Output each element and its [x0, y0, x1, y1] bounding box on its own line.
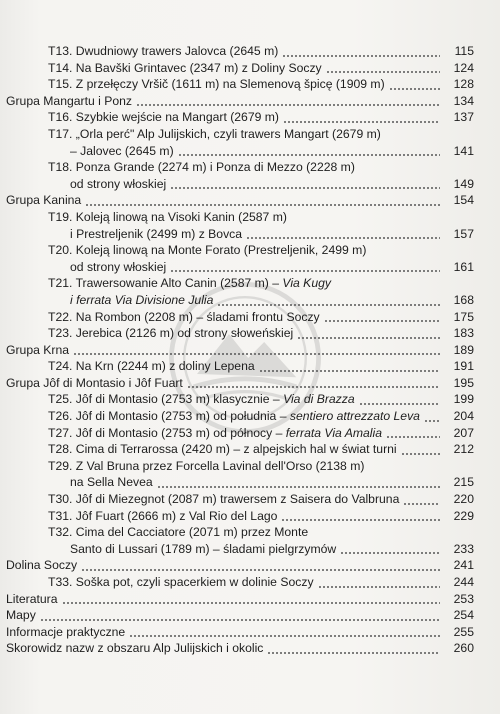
page-number: 260	[453, 641, 474, 656]
route-title: Na Rombon (2208 m) – śladami frontu Soczy	[75, 309, 320, 324]
route-number: T31.	[48, 508, 73, 523]
entry-text	[48, 409, 420, 423]
route-number: T14.	[48, 60, 73, 75]
route-name-italic: i ferrata Via Divisione Julia	[70, 292, 214, 307]
entry-text	[48, 61, 322, 75]
route-title: Jôf di Montasio (2753 m) klasycznie –	[75, 392, 284, 407]
leader-dots	[62, 602, 441, 604]
toc-entry[interactable]	[6, 159, 474, 192]
route-number: T15.	[48, 77, 73, 92]
entry-line	[6, 275, 474, 292]
page-number: 189	[453, 342, 474, 357]
route-title: Na Bavški Grintavec (2347 m) z Doliny Soczy	[75, 60, 322, 75]
page-number: 253	[453, 591, 474, 606]
entry-continuation-line	[6, 541, 474, 558]
page-number: 161	[453, 259, 474, 274]
route-number: T27.	[48, 425, 73, 440]
leader-dots	[401, 453, 440, 455]
page-number: 207	[453, 425, 474, 440]
entry-text	[48, 210, 287, 224]
page-number: 255	[453, 624, 474, 639]
leader-dots	[403, 503, 440, 505]
entry-line	[6, 209, 474, 226]
route-number: T23.	[48, 326, 73, 341]
page-number: 154	[453, 193, 474, 208]
leader-dots	[170, 187, 440, 189]
toc-entry[interactable]	[6, 458, 474, 491]
route-number: T26.	[48, 409, 73, 424]
entry-line	[6, 574, 474, 591]
entry-line	[6, 524, 474, 541]
route-title: Jôf di Montasio (2753 m) od północy –	[75, 425, 286, 440]
page-number: 191	[453, 359, 474, 374]
route-number: T25.	[48, 392, 73, 407]
entry-line	[6, 76, 474, 93]
route-title: na Sella Nevea	[70, 475, 153, 490]
route-number: T20.	[48, 243, 73, 258]
entry-text	[48, 110, 279, 124]
page-number: 229	[453, 508, 474, 523]
toc-entry[interactable]	[6, 574, 474, 591]
page-number: 168	[453, 292, 474, 307]
entry-line	[6, 242, 474, 259]
toc-entry[interactable]	[6, 309, 474, 326]
route-title: Santo di Lussari (1789 m) – śladami pielgrzymów	[70, 541, 337, 556]
route-number: T33.	[48, 575, 73, 589]
route-title: Koleją linową na Monte Forato (Prestreljenik, 2499 m)	[75, 243, 367, 258]
section-title: Grupa Mangartu i Ponz	[6, 93, 133, 108]
table-of-contents	[6, 43, 474, 657]
route-name-italic: Via Kugy	[282, 276, 331, 291]
entry-text	[48, 459, 364, 473]
entry-text	[70, 542, 336, 556]
entry-text	[70, 293, 213, 307]
toc-entry[interactable]	[6, 43, 474, 60]
entry-continuation-line	[6, 259, 474, 276]
toc-entry[interactable]	[6, 358, 474, 375]
leader-dots	[389, 88, 440, 90]
toc-section-heading[interactable]	[6, 342, 474, 359]
section-title: Dolina Soczy	[6, 558, 78, 573]
page-number: 241	[453, 558, 474, 573]
leader-dots	[157, 486, 440, 488]
toc-entry[interactable]	[6, 275, 474, 308]
toc-section-heading[interactable]	[6, 557, 474, 574]
entry-text	[48, 326, 293, 340]
page-number: 157	[453, 226, 474, 241]
toc-entry[interactable]	[6, 242, 474, 275]
toc-entry[interactable]	[6, 524, 474, 557]
section-title: Literatura	[6, 591, 58, 606]
route-title: Koleją linową na Visoki Kanin (2587 m)	[75, 209, 287, 224]
leader-dots	[326, 71, 440, 73]
route-number: T13.	[48, 44, 73, 58]
toc-entry[interactable]	[6, 209, 474, 242]
entry-text	[48, 310, 320, 324]
page-number: 134	[453, 93, 474, 108]
entry-line	[6, 441, 474, 458]
route-title: Cima del Cacciatore (2071 m) przez Monte	[75, 525, 309, 540]
entry-text	[48, 44, 278, 58]
route-title: od strony włoskiej	[70, 176, 167, 191]
entry-text	[48, 575, 314, 589]
route-title: i Prestreljenik (2499 m) z Bovca	[70, 226, 243, 241]
route-title: Jôf di Montasio (2753 m) od południa –	[75, 409, 290, 424]
route-title: Ponza Grande (2274 m) i Ponza di Mezzo (2228 m)	[75, 160, 355, 175]
leader-dots	[136, 104, 440, 106]
entry-text	[48, 509, 277, 523]
entry-text	[70, 260, 166, 274]
route-number: T21.	[48, 276, 73, 291]
toc-section-heading[interactable]	[6, 192, 474, 209]
toc-entry[interactable]	[6, 408, 474, 425]
section-title: Grupa Krna	[6, 342, 70, 357]
page-number: 212	[453, 442, 474, 457]
entry-line	[6, 425, 474, 442]
section-title: Mapy	[6, 608, 36, 623]
page-number: 149	[453, 176, 474, 191]
toc-section-heading[interactable]	[6, 624, 474, 641]
entry-line	[6, 309, 474, 326]
entry-text	[48, 392, 355, 406]
route-title: – Jalovec (2645 m)	[70, 143, 174, 158]
route-number: T30.	[48, 492, 73, 507]
toc-entry[interactable]	[6, 508, 474, 525]
entry-continuation-line	[6, 474, 474, 491]
section-title: Skorowidz nazw z obszaru Alp Julijskich i okolic	[6, 641, 264, 656]
toc-entry[interactable]	[6, 60, 474, 77]
page-number: 233	[453, 541, 474, 556]
route-number: T18.	[48, 160, 73, 175]
page-number: 115	[454, 44, 474, 58]
route-title: Dwudniowy trawers Jalovca (2645 m)	[75, 44, 279, 58]
leader-dots	[40, 619, 440, 621]
toc-entry[interactable]	[6, 391, 474, 408]
entry-text	[70, 177, 166, 191]
entry-line	[6, 126, 474, 143]
route-number: T24.	[48, 359, 73, 374]
toc-section-heading[interactable]	[6, 591, 474, 608]
leader-dots	[259, 370, 440, 372]
page-number: 183	[453, 326, 474, 341]
entry-line	[6, 391, 474, 408]
entry-line	[6, 159, 474, 176]
entry-continuation-line	[6, 176, 474, 193]
route-title: Jôf di Miezegnot (2087 m) trawersem z Saisera do Valbruna	[75, 492, 400, 507]
route-number: T22.	[48, 309, 73, 324]
leader-dots	[217, 304, 440, 306]
entry-line	[6, 458, 474, 475]
toc-entry[interactable]	[6, 126, 474, 159]
toc-entry[interactable]	[6, 425, 474, 442]
entry-text	[48, 525, 308, 539]
entry-line	[6, 508, 474, 525]
page-number: 128	[453, 77, 474, 92]
page-number: 137	[453, 110, 474, 125]
leader-dots	[359, 403, 440, 405]
section-title: Grupa Jôf di Montasio i Jôf Fuart	[6, 375, 183, 390]
entry-line	[6, 60, 474, 77]
route-number: T16.	[48, 110, 73, 125]
toc-entry[interactable]	[6, 109, 474, 126]
entry-text	[48, 127, 381, 141]
page-number: 195	[453, 375, 474, 390]
route-number: T17.	[48, 126, 73, 141]
route-title: Soška pot, czyli spacerkiem w dolinie Soczy	[75, 575, 314, 589]
entry-line	[6, 358, 474, 375]
leader-dots	[340, 552, 440, 554]
route-number: T19.	[48, 209, 73, 224]
leader-dots	[85, 204, 440, 206]
route-name-italic: sentiero attrezzato Leva	[289, 409, 420, 424]
leader-dots	[282, 55, 440, 57]
toc-entry[interactable]	[6, 441, 474, 458]
leader-dots	[187, 386, 440, 388]
leader-dots	[324, 320, 440, 322]
route-title: Z Val Bruna przez Forcella Lavinal dell'Orso (2138 m)	[75, 458, 365, 473]
entry-text	[48, 243, 366, 257]
route-title: „Orla perć" Alp Julijskich, czyli trawers Mangart (2679 m)	[75, 126, 381, 141]
route-name-italic: ferrata Via Amalia	[285, 425, 382, 440]
route-number: T28.	[48, 442, 73, 457]
page-number: 175	[453, 309, 474, 324]
entry-text	[70, 227, 242, 241]
leader-dots	[81, 569, 440, 571]
entry-text	[48, 359, 255, 373]
leader-dots	[73, 353, 440, 355]
toc-entry[interactable]	[6, 491, 474, 508]
toc-entry[interactable]	[6, 76, 474, 93]
entry-text	[48, 160, 355, 174]
page-number: 124	[453, 60, 474, 75]
leader-dots	[297, 337, 440, 339]
leader-dots	[178, 154, 440, 156]
toc-entry[interactable]	[6, 325, 474, 342]
route-title: Szybkie wejście na Mangart (2679 m)	[75, 110, 279, 125]
route-title: Jerebica (2126 m) od strony słoweńskiej	[75, 326, 294, 341]
entry-line	[6, 325, 474, 342]
toc-section-heading[interactable]	[6, 607, 474, 624]
entry-continuation-line	[6, 292, 474, 309]
entry-text	[48, 426, 382, 440]
leader-dots	[246, 237, 440, 239]
entry-line	[6, 408, 474, 425]
page-number: 141	[453, 143, 474, 158]
toc-section-heading[interactable]	[6, 93, 474, 110]
leader-dots	[386, 436, 440, 438]
route-number: T32.	[48, 525, 73, 540]
entry-text	[48, 77, 385, 91]
leader-dots	[318, 586, 440, 588]
leader-dots	[283, 121, 440, 123]
page-number: 199	[453, 392, 474, 407]
section-title: Grupa Kanina	[6, 193, 82, 208]
route-title: Jôf Fuart (2666 m) z Val Rio del Lago	[75, 508, 278, 523]
entry-line	[6, 43, 474, 60]
entry-text	[48, 442, 397, 456]
toc-section-heading[interactable]	[6, 640, 474, 657]
route-title: od strony włoskiej	[70, 259, 167, 274]
route-name-italic: Via di Brazza	[283, 392, 355, 407]
page-number: 204	[453, 409, 474, 424]
entry-text	[70, 475, 153, 489]
route-title: Z przełęczy Vršič (1611 m) na Slemenovą špicę (1909 m)	[75, 77, 385, 92]
route-title: Na Krn (2244 m) z doliny Lepena	[75, 359, 255, 374]
leader-dots	[129, 635, 440, 637]
leader-dots	[170, 270, 440, 272]
leader-dots	[424, 420, 440, 422]
leader-dots	[267, 652, 440, 654]
toc-section-heading[interactable]	[6, 375, 474, 392]
entry-continuation-line	[6, 226, 474, 243]
entry-continuation-line	[6, 143, 474, 160]
entry-text	[70, 144, 174, 158]
page-number: 220	[453, 492, 474, 507]
page-number: 254	[453, 608, 474, 623]
page-number: 244	[453, 575, 474, 589]
leader-dots	[281, 519, 440, 521]
entry-line	[6, 491, 474, 508]
route-title: Cima di Terrarossa (2420 m) – z alpejskich hal w świat turni	[75, 442, 397, 457]
entry-line	[6, 109, 474, 126]
page-number: 215	[453, 475, 474, 490]
section-title: Informacje praktyczne	[6, 624, 126, 639]
entry-text	[48, 492, 399, 506]
entry-text	[48, 276, 331, 290]
route-title: Trawersowanie Alto Canin (2587 m) –	[75, 276, 283, 291]
route-number: T29.	[48, 458, 73, 473]
